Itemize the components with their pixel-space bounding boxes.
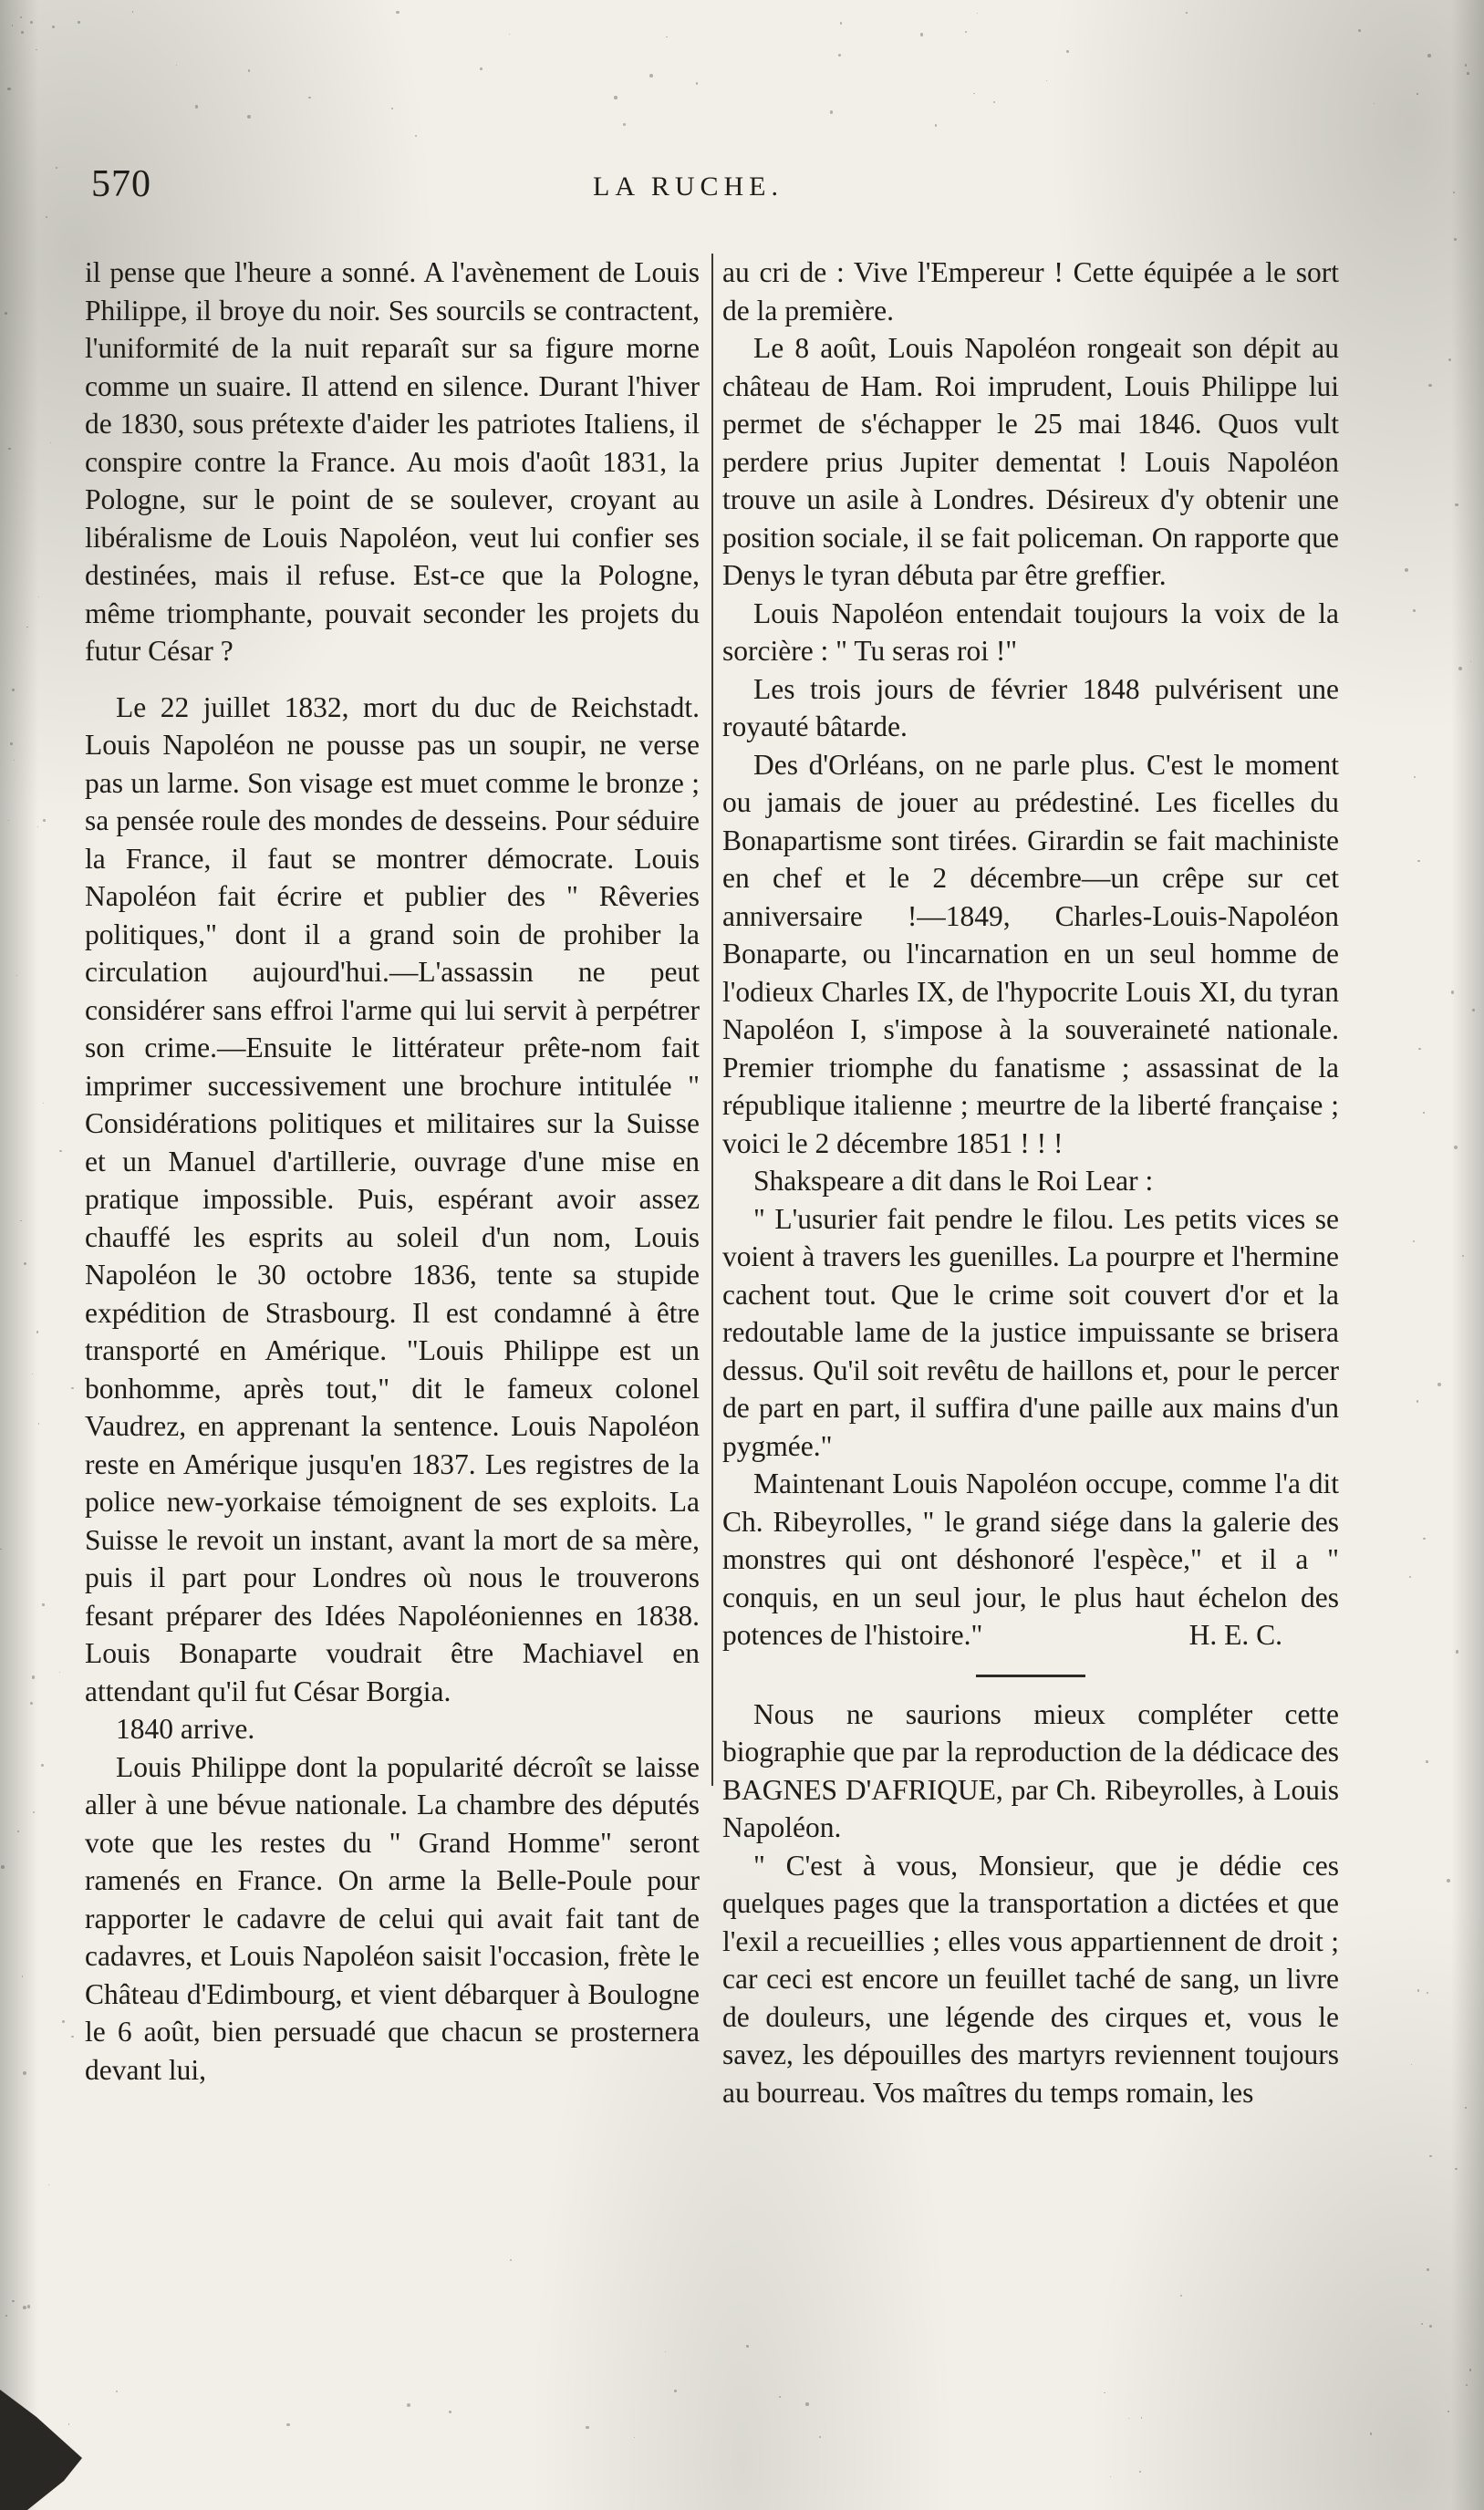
scan-noise-speck [5,2315,7,2317]
scan-noise-speck [1465,2107,1466,2108]
scan-noise-speck [1469,2369,1471,2370]
scan-noise-speck [1429,2155,1432,2158]
scan-noise-speck [665,2351,666,2352]
scan-noise-speck [1455,2168,1457,2170]
scan-noise-speck [666,36,668,38]
scan-noise-speck [56,167,57,169]
scan-noise-speck [132,11,133,12]
paragraph-right-3: Louis Napoléon entendait toujours la voix de la sorcière : " Tu seras roi !" [722,596,1339,667]
scan-noise-speck [36,49,37,51]
scan-noise-speck [1405,568,1408,572]
scan-noise-speck [1358,29,1361,32]
scan-noise-speck [480,67,482,69]
scan-noise-speck [415,135,417,137]
scan-noise-speck [407,2403,410,2407]
paragraph-right-6: Shakspeare a dit dans le Roi Lear : [753,1165,1154,1197]
scan-noise-speck [1421,2323,1423,2325]
paragraph-left-3: 1840 arrive. [116,1713,255,1745]
paragraph-right-8: Maintenant Louis Napoléon occupe, comme l'a dit Ch. Ribeyrolles, " le grand siége dans la galerie des monstres qui ont déshonoré l'espèce," et il a " conquis, en un seul jour, le plus haut échelon des potences de l'histoire." [722,1468,1339,1651]
scan-noise-speck [1141,2417,1142,2418]
scan-noise-speck [308,97,311,99]
scan-noise-speck [1465,64,1467,66]
scan-noise-speck [42,1603,44,1605]
scan-noise-speck [1417,1400,1418,1402]
scan-noise-speck [78,21,79,23]
left-column [85,254,700,2089]
scan-noise-speck [1104,2392,1105,2393]
scan-noise-speck [1448,358,1451,361]
scan-noise-speck [176,65,177,66]
scan-noise-speck [0,1549,1,1550]
paragraph-right-2: Le 8 août, Louis Napoléon rongeait son dépit au château de Ham. Roi imprudent, Louis Philippe lui permet de s'échapper le 25 mai 1846. Quos vult perdere prius Jupiter dementat ! Louis Napoléon trouve un asile à Londres. Désireux d'y obtenir une position sociale, il se fait policeman. On rapporte que Denys le tyran débuta par être greffier. [722,332,1339,591]
scan-noise-speck [48,2184,50,2186]
scan-noise-speck [59,1150,62,1153]
scan-noise-speck [195,105,199,109]
scan-noise-speck [586,2426,588,2429]
scan-noise-speck [50,442,51,443]
running-title: LA RUCHE. [593,171,784,202]
scan-noise-speck [1128,2418,1129,2419]
paragraph-right-4: Les trois jours de février 1848 pulvérisent une royauté bâtarde. [722,672,1339,742]
scan-noise-speck [935,124,938,127]
scan-noise-speck [1429,2325,1432,2328]
paragraph-dedicace-intro: Nous ne saurions mieux compléter cette biographie que par la reproduction de la dédicace des BAGNES D'AFRIQUE, par Ch. Ribeyrolles, à Louis Napoléon. [722,1697,1339,1843]
page-number: 570 [91,163,151,205]
scan-noise-speck [1180,2295,1182,2297]
scan-noise-speck [391,108,393,109]
scan-noise-speck [1411,2064,1412,2065]
scan-noise-speck [1046,80,1047,81]
scan-noise-speck [623,123,626,126]
column-divider [711,254,713,1786]
scan-noise-speck [38,596,39,597]
scan-noise-speck [1139,2471,1141,2473]
scan-noise-speck [1448,2411,1449,2412]
scan-noise-speck [1409,1576,1411,1578]
scan-noise-speck [23,2306,26,2309]
scan-noise-speck [248,69,250,71]
scan-noise-speck [819,2436,821,2438]
scan-noise-speck [1423,1538,1425,1540]
scan-noise-speck [840,22,842,24]
scan-noise-speck [12,2300,15,2303]
scan-noise-speck [449,2411,451,2413]
scan-noise-speck [696,82,698,84]
scan-noise-speck [1427,2268,1429,2271]
scan-noise-speck [1417,860,1419,862]
paragraph-right-1: au cri de : Vive l'Empereur ! Cette équipée a le sort de la première. [722,256,1339,327]
scan-noise-speck [1413,609,1415,611]
scan-noise-speck [1455,503,1458,506]
scan-noise-speck [37,826,38,827]
scan-noise-speck [12,689,14,690]
page-edge-shadow-right [1451,0,1484,2510]
scan-noise-speck [16,975,17,976]
scan-noise-speck [1437,1383,1441,1386]
author-signature: H. E. C. [1188,1619,1282,1651]
scan-noise-speck [1413,1240,1415,1242]
scan-noise-speck [634,2437,635,2438]
paragraph-right-5: Des d'Orléans, on ne parle plus. C'est le moment ou jamais de jouer au prédestiné. Les ficelles du Bonapartisme sont tirées. Girardin se fait machiniste en chef et le 2 décembre—un crêpe sur cet anniversaire !—1849, Charles-Louis-Napoléon Bonaparte, ou l'incarnation en un seul homme de l'odieux Charles IX, de l'hypocrite Louis XI, du tyran Napoléon I, s'impose à la souveraineté nationale. Premier triomphe du fanatisme ; assassinat de la république italienne ; meurtre de la liberté française ; voici le 2 décembre 1851 ! ! ! [722,748,1339,1159]
page-edge-shadow-left [0,0,38,2510]
scan-noise-speck [509,34,510,35]
scan-noise-speck [674,2390,676,2391]
scan-noise-speck [43,1103,44,1104]
scan-noise-speck [1414,776,1416,778]
paragraph-left-1: il pense que l'heure a sonné. A l'avènement de Louis Philippe, il broye du noir. Ses sourcils se contractent, l'uniformité de la nuit reparaît sur sa figure morne comme un suaire. Il attend en silence. Durant l'hiver de 1830, sous prétexte d'aider les patriotes Italiens, il conspire contre la France. Au mois d'août 1831, la Pologne, sur le point de se soulever, croyant au libéralisme de Louis Napoléon, veut lui confier ses destinées, mais il refuse. Est-ce que la Pologne, même triomphante, pouvait seconder les projets du futur César ? [85,256,700,667]
scan-noise-speck [1,1865,5,1869]
scan-noise-speck [1458,667,1462,670]
scan-noise-speck [805,2402,808,2405]
scan-noise-speck [1427,1992,1428,1994]
scan-noise-speck [1186,12,1188,14]
scan-noise-speck [965,31,967,33]
paragraph-dedicace-text: " C'est à vous, Monsieur, que je dédie ces quelques pages que la transportation a dictées et que l'exil a recueillies ; elles vous appartiennent de droit ; car ceci est encore un feuillet taché de sang, un livre de douleurs, une légende des cirques et, vous le savez, les dépouilles des martyrs reviennent toujours au bourreau. Vos maîtres du temps romain, les [722,1849,1339,2109]
scan-noise-speck [649,74,653,78]
scan-noise-speck [1451,991,1455,994]
scan-noise-speck [38,1423,40,1425]
scan-noise-speck [46,216,47,218]
quotation-roi-lear: " L'usurier fait pendre le filou. Les petits vices se voient à travers les guenilles. La pourpre et l'hermine cachent tout. Que le crime soit couvert d'or et la redoutable lame de la justice impuissante se brisera dessus. Qu'il soit revêtu de haillons et, pour le percer de part en part, il suffira d'une paille aux mains d'un pygmée." [722,1202,1339,1462]
paragraph-left-2: Le 22 juillet 1832, mort du duc de Reichstadt. Louis Napoléon ne pousse pas un soupir, ne verse pas un larme. Son visage est muet comme le bronze ; sa pensée roule des mondes de desseins. Pour séduire la France, il faut se montrer démocrate. Louis Napoléon fait écrire et publier des " Rêveries politiques," dont il a grand soin de prohiber la circulation aujourd'hui.—L'assassin ne peut considérer sans effroi l'arme qui lui servit à perpétrer son crime.—Ensuite le littérateur prête-nom fait imprimer successivement une brochure intitulée " Considérations politiques et militaires sur la Suisse et un Manuel d'artillerie, ouvrage d'une mise en pratique impossible. Puis, espérant avoir assez chauffé les esprits au soleil d'un nom, Louis Napoléon le 30 octobre 1836, tente sa stupide expédition de Strasbourg. Il est condamné à être transporté en Amérique. "Louis Philippe est un bonhomme, après tout," dit le fameux colonel Vaudrez, en apprenant la sentence. Louis Napoléon reste en Amérique jusqu'en 1837. Les registres de la police new-yorkaise témoignent de ses exploits. La Suisse le revoit un instant, avant la mort de sa mère, puis il part pour Londres où nous le trouverons fesant préparer des Idées Napoléoniennes en 1838. Louis Bonaparte voudrait être Machiavel en attendant qu'il fut César Borgia. [85,690,700,1707]
scan-noise-speck [59,1672,60,1673]
scan-noise-speck [1428,384,1431,387]
scan-noise-speck [396,11,400,15]
scan-noise-speck [1110,2476,1111,2477]
scan-noise-speck [993,101,995,103]
scan-noise-speck [52,26,55,28]
scan-noise-speck [779,2396,781,2398]
scan-noise-speck [838,54,841,57]
scan-noise-speck [830,110,833,113]
paragraph-left-4: Louis Philippe dont la popularité décroît se laisse aller à une bévue nationale. La chambre des députés vote que les restes du " Grand Homme" seront ramenés en France. On arme la Belle-Poule pour rapporter le cadavre de celui qui avait fait tant de cadavres, et Louis Napoléon saisit l'occasion, frète le Château d'Edimbourg, et vient débarquer à Boulogne le 6 août, bien persuadé que chacun se prosternera devant lui, [85,1750,700,2086]
scan-noise-speck [43,819,46,822]
scan-noise-speck [1374,103,1375,104]
scan-noise-speck [746,2345,749,2348]
scan-noise-speck [247,115,251,119]
scan-noise-speck [41,1764,44,1767]
scan-noise-speck [71,1387,74,1390]
scan-noise-speck [614,96,617,99]
scan-noise-speck [62,2020,65,2023]
scan-noise-speck [71,2036,74,2038]
scan-noise-speck [1426,1760,1428,1763]
scan-noise-speck [286,2423,290,2427]
binding-shadow-mark [0,2371,119,2510]
scan-noise-speck [1417,1989,1420,1992]
scan-noise-speck [1423,1112,1425,1114]
scan-noise-speck [1470,661,1471,662]
scan-noise-speck [1066,50,1068,52]
scan-noise-speck [20,1220,21,1221]
scan-noise-speck [1427,54,1431,57]
scan-noise-speck [510,2259,512,2261]
scan-noise-speck [10,742,13,745]
scan-noise-speck [920,33,924,36]
scan-noise-speck [977,13,978,14]
scan-noise-speck [1370,2432,1373,2435]
scan-noise-speck [973,93,975,95]
right-column [722,254,1339,2111]
scan-noise-speck [23,2071,26,2075]
scan-noise-speck [1467,72,1469,75]
scan-noise-speck [21,31,24,34]
section-separator [976,1675,1085,1677]
scan-noise-speck [1418,1048,1421,1051]
scan-noise-speck [1447,1879,1450,1882]
scan-noise-speck [30,1702,33,1705]
